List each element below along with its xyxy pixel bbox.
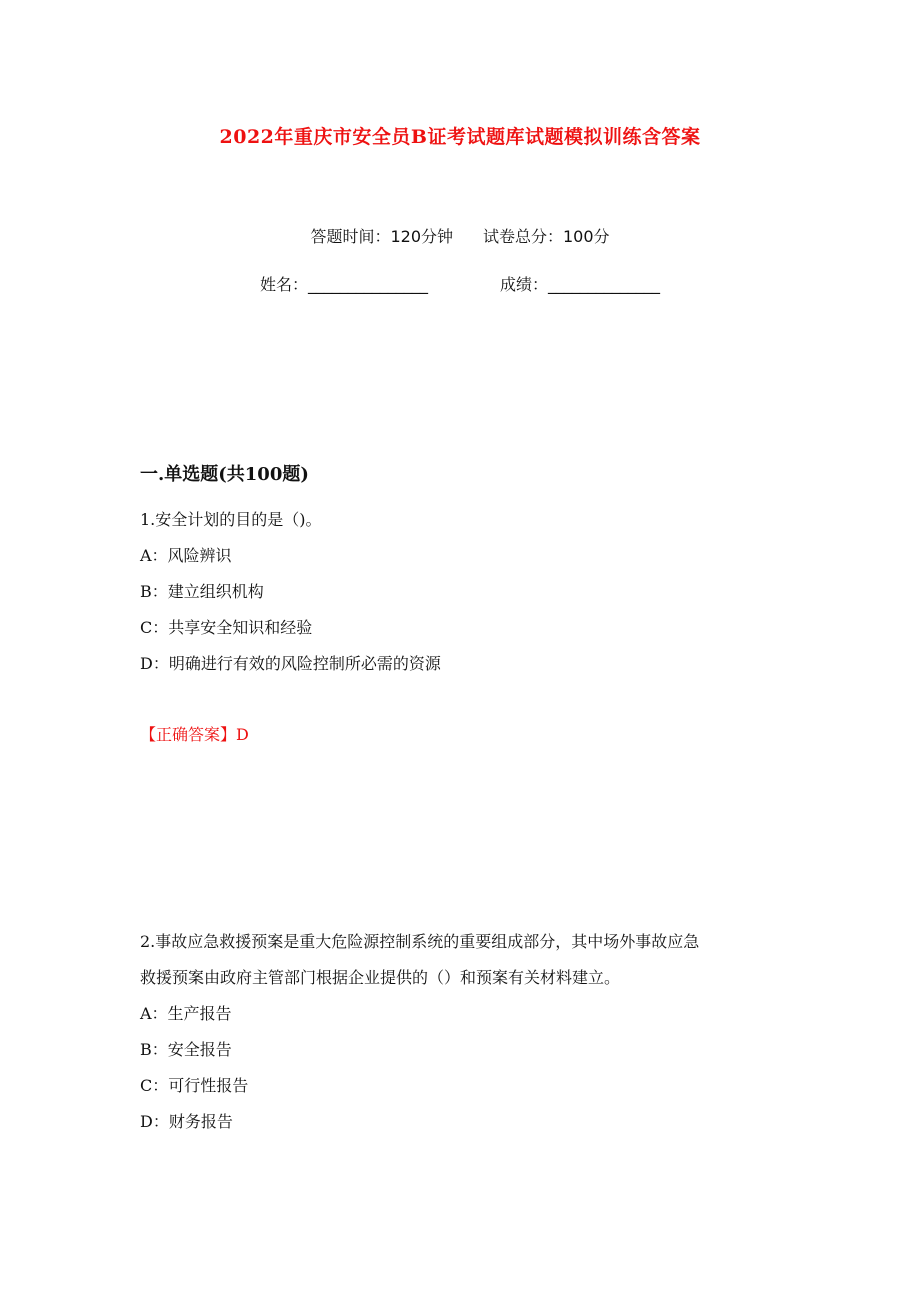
question-stem: 1.安全计划的目的是（)。 <box>140 510 322 529</box>
question-stem: 2.事故应急救援预案是重大危险源控制系统的重要组成部分，其中场外事故应急 <box>140 932 700 951</box>
option-c: C：可行性报告 <box>140 1076 249 1095</box>
exam-time: 答题时间：120分钟 <box>310 227 453 246</box>
student-info-row <box>0 272 920 295</box>
option-d: D：明确进行有效的风险控制所必需的资源 <box>140 654 441 673</box>
option-a: A：风险辨识 <box>140 546 232 565</box>
option-c: C：共享安全知识和经验 <box>140 618 313 637</box>
total-score: 试卷总分：100分 <box>483 227 610 246</box>
score-field: 成绩：______________ <box>500 275 661 294</box>
exam-info-row <box>0 224 920 247</box>
name-field: 姓名：_______________ <box>259 275 428 294</box>
option-b: B：建立组织机构 <box>140 582 264 601</box>
option-d: D：财务报告 <box>140 1112 233 1131</box>
correct-answer: 【正确答案】D <box>140 725 249 744</box>
section-heading: 一.单选题(共100题) <box>140 464 309 485</box>
option-a: A：生产报告 <box>140 1004 232 1023</box>
option-b: B：安全报告 <box>140 1040 232 1059</box>
document-title: 2022年重庆市安全员B证考试题库试题模拟训练含答案 <box>219 126 701 148</box>
question-stem-continued: 救援预案由政府主管部门根据企业提供的（）和预案有关材料建立。 <box>140 968 621 987</box>
